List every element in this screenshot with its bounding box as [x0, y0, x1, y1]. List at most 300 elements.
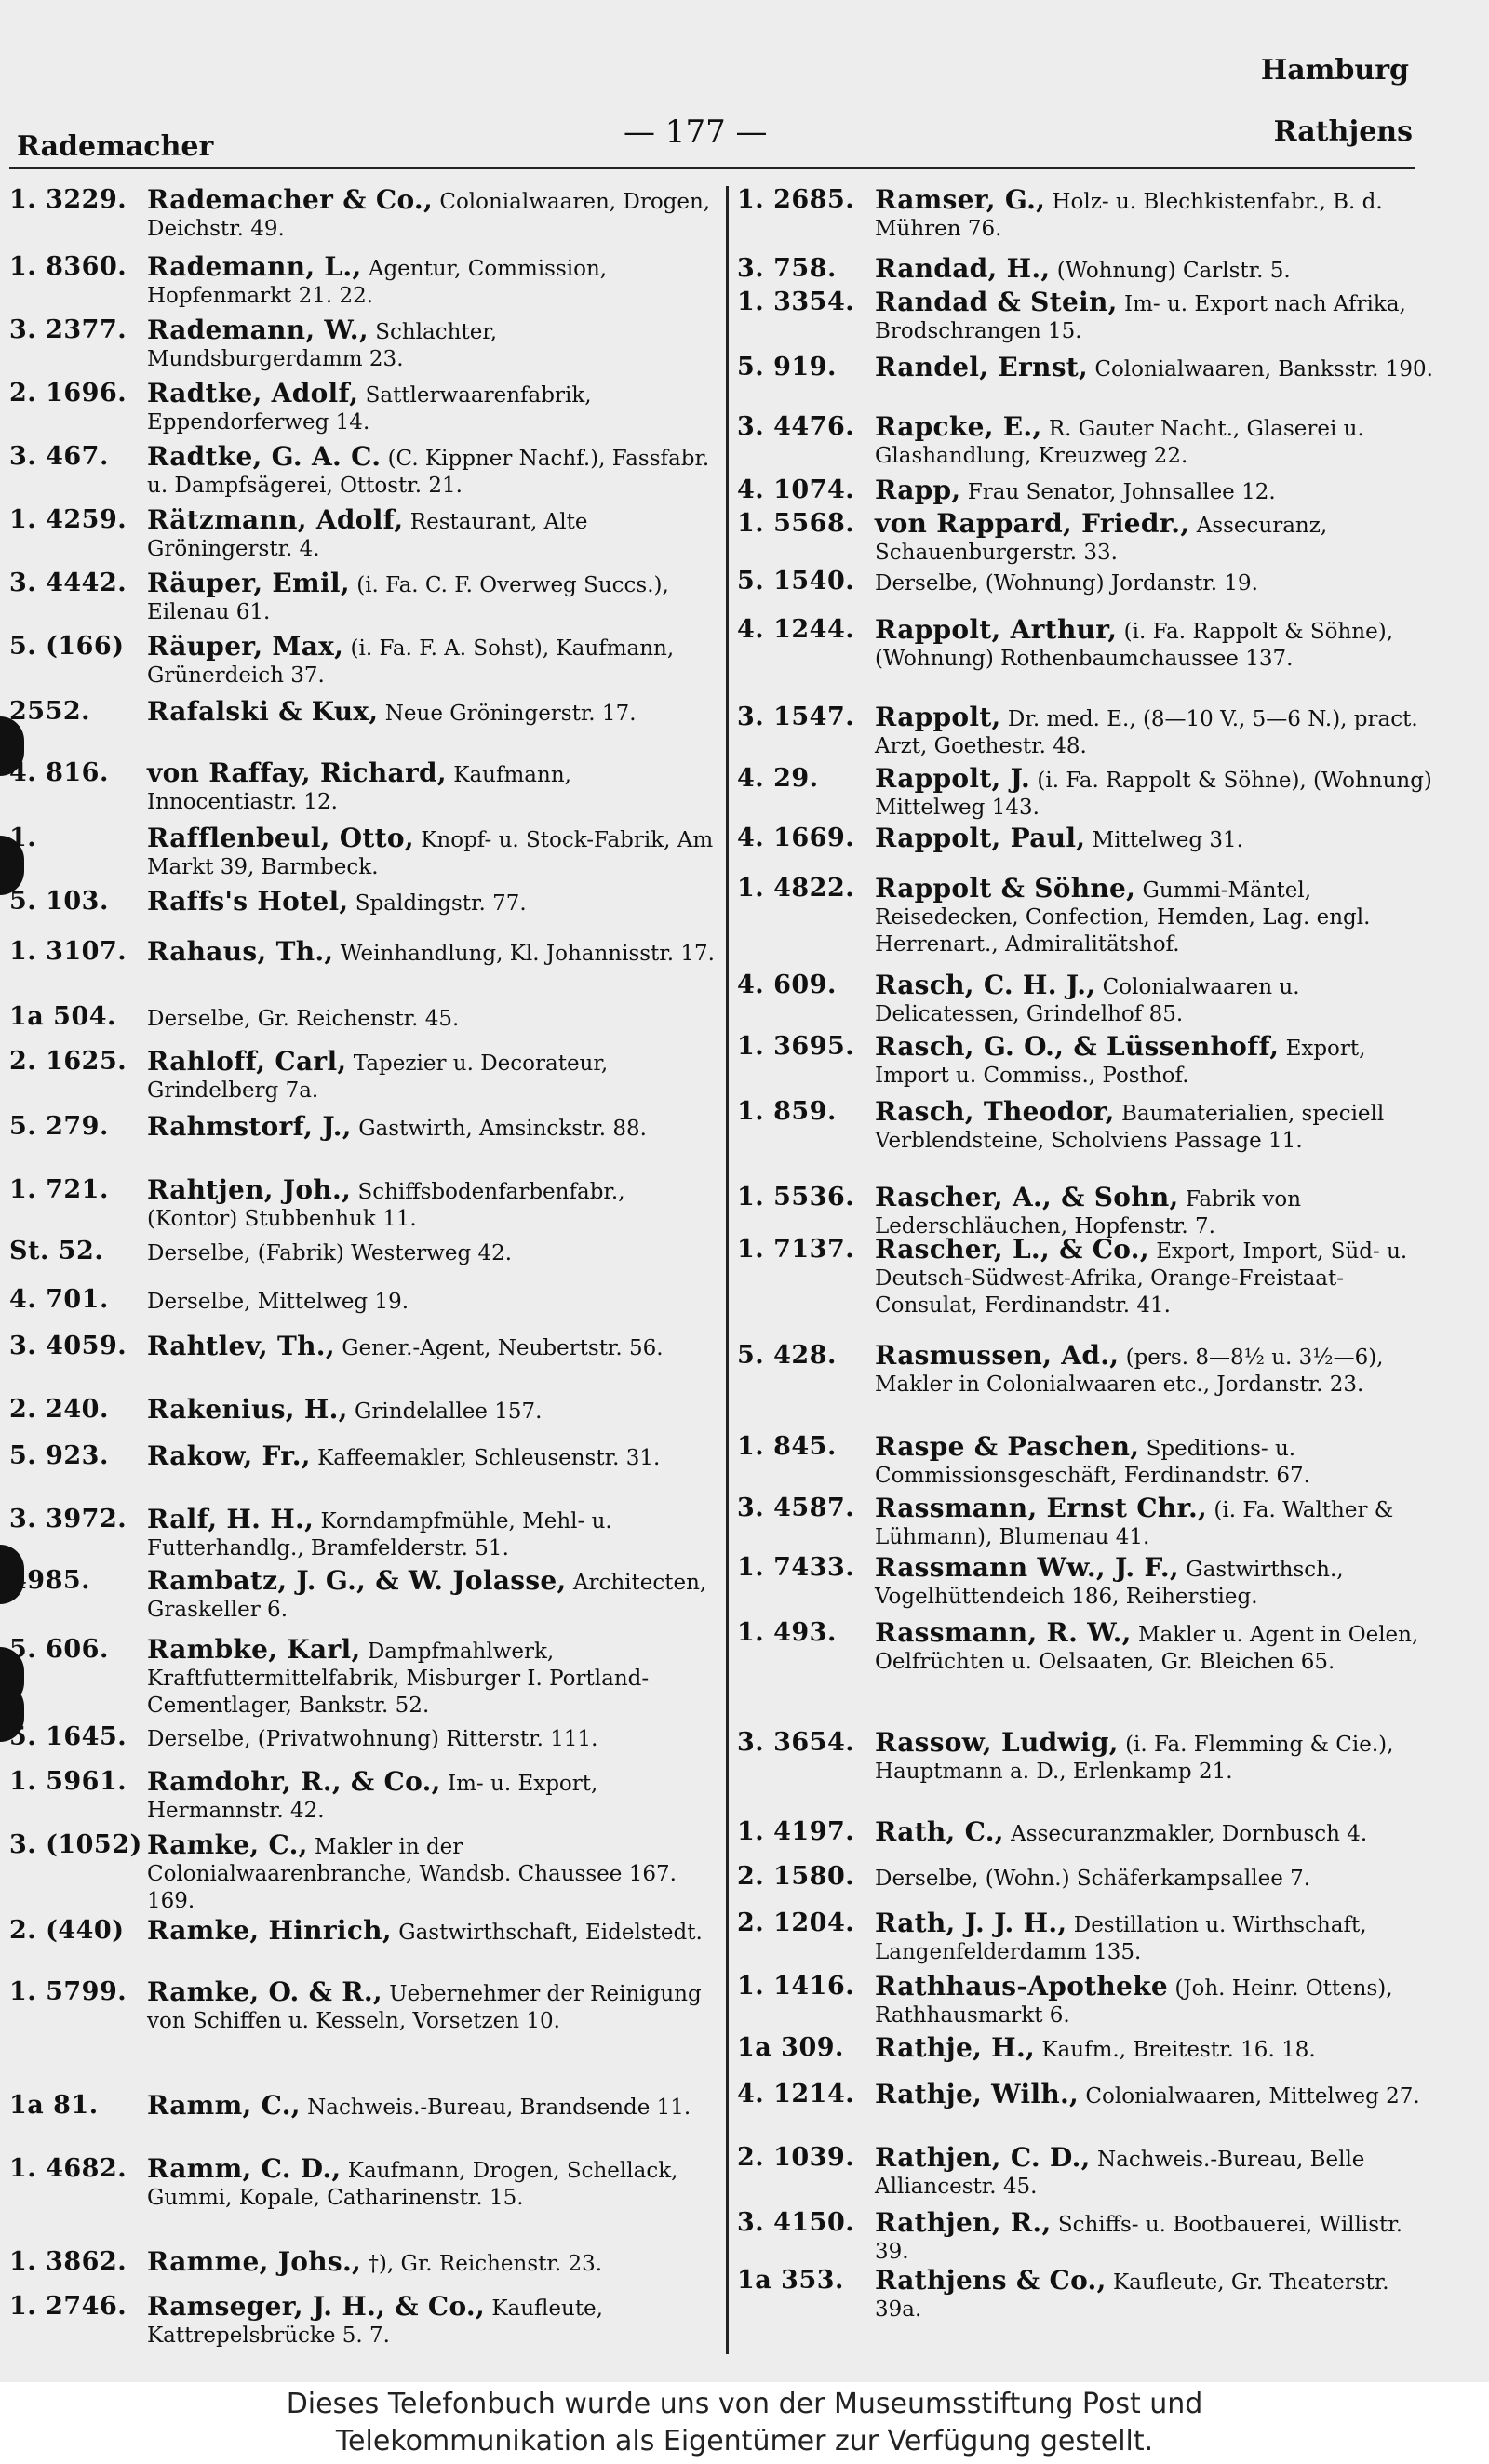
phone-number: 4. 609. [737, 971, 837, 999]
directory-entry [9, 1567, 717, 1624]
entry-text [147, 186, 717, 243]
subscriber-name: Rassmann, R. W., [875, 1617, 1132, 1648]
phone-number: 1. 7433. [737, 1553, 855, 1582]
entry-text [875, 1098, 1441, 1155]
phone-number: 1. 3695. [737, 1032, 855, 1061]
subscriber-details: Architecten, Graskeller 6. [147, 1571, 707, 1622]
footer-line-1: Dieses Telefonbuch wurde uns von der Museumsstiftung Post und [286, 2388, 1203, 2420]
subscriber-details: Gastwirthsch., Vogelhüttendeich 186, Reiherstieg. [875, 1558, 1344, 1609]
subscriber-name: Rademacher & Co., [147, 184, 434, 215]
phone-number: 5. 428. [737, 1341, 837, 1370]
entry-text [147, 759, 717, 816]
entry-text [875, 875, 1441, 958]
subscriber-details: (i. Fa. C. F. Overweg Succs.), Eilenau 61. [147, 573, 669, 624]
entry-text [147, 1723, 717, 1753]
subscriber-details: Im- u. Export, Hermannstr. 42. [147, 1772, 598, 1823]
phone-number: 1. 859. [737, 1097, 837, 1126]
phone-number: 1a 309. [737, 2033, 844, 2062]
phone-number: 5. 923. [9, 1441, 109, 1470]
subscriber-name: Rassmann Ww., J. F., [875, 1552, 1179, 1583]
subscriber-details: (i. Fa. Rappolt & Söhne), (Wohnung) Mittelweg 143. [875, 769, 1432, 820]
entry-text [875, 476, 1441, 506]
subscriber-name: Rassmann, Ernst Chr., [875, 1493, 1208, 1523]
entry-text [147, 633, 717, 690]
entry-text [147, 1567, 717, 1624]
footer-notice [0, 2382, 1489, 2464]
subscriber-details: Gastwirth, Amsinckstr. 88. [358, 1117, 647, 1141]
directory-entry [737, 1494, 1441, 1551]
phone-number: 5. (166) [9, 632, 125, 661]
entry-text [875, 1729, 1441, 1786]
subscriber-name: Ramser, G., [875, 184, 1046, 215]
subscriber-name: Ramke, C., [147, 1829, 308, 1860]
entry-text [147, 1286, 717, 1316]
subscriber-name: Radtke, Adolf, [147, 378, 359, 408]
phone-number: 2. (440) [9, 1916, 125, 1945]
phone-number: 4. 29. [737, 764, 819, 793]
subscriber-name: Rasmussen, Ad., [875, 1340, 1120, 1371]
phone-number: 4. 1214. [737, 2080, 855, 2109]
phone-number: 1a 353. [737, 2266, 844, 2295]
subscriber-details: (Joh. Heinr. Ottens), Rathhausmarkt 6. [875, 1976, 1393, 2028]
entry-text [147, 1048, 717, 1105]
column-divider [726, 186, 729, 2354]
subscriber-details: (Wohnung) Carlstr. 5. [1056, 259, 1291, 283]
entry-text [147, 2155, 717, 2212]
directory-entry [9, 759, 717, 816]
directory-entry [9, 1332, 717, 1362]
phone-number: 1. 845. [737, 1432, 837, 1461]
subscriber-details: Sattlerwaarenfabrik, Eppendorferweg 14. [147, 383, 592, 435]
directory-entry [9, 1978, 717, 2035]
phone-number: 2. 1580. [737, 1862, 855, 1891]
subscriber-name: Raffs's Hotel, [147, 886, 349, 917]
directory-entry [737, 2034, 1441, 2064]
subscriber-details: Tapezier u. Decorateur, Grindelberg 7a. [147, 1051, 609, 1103]
entry-text [875, 1554, 1441, 1611]
subscriber-name: Rathjen, C. D., [875, 2142, 1091, 2173]
entry-text [875, 616, 1441, 673]
directory-entry [737, 568, 1441, 597]
entry-text [147, 2293, 717, 2350]
subscriber-details: Colonialwaaren, Mittelweg 27. [1085, 2084, 1420, 2109]
entry-text [147, 2092, 717, 2122]
phone-number: 1a 504. [9, 1002, 116, 1031]
subscriber-name: Rafflenbeul, Otto, [147, 823, 414, 853]
subscriber-details: Nachweis.-Bureau, Belle Alliancestr. 45. [875, 2148, 1365, 2199]
phone-number: 1. 5568. [737, 509, 855, 538]
entry-text [875, 288, 1441, 345]
subscriber-name: Rambke, Karl, [147, 1634, 361, 1665]
subscriber-details: Speditions- u. Commissionsgeschäft, Ferdinandstr. 67. [875, 1437, 1310, 1488]
phone-number: 1. 7137. [737, 1235, 855, 1264]
subscriber-details: Grindelallee 157. [355, 1399, 543, 1424]
subscriber-name: Rappolt, Arthur, [875, 614, 1118, 645]
entry-text [147, 569, 717, 626]
subscriber-name: Rasch, C. H. J., [875, 970, 1096, 1000]
entry-text [875, 2267, 1441, 2323]
directory-entry [9, 1048, 717, 1105]
directory-entry [9, 1176, 717, 1233]
subscriber-name: Rahaus, Th., [147, 936, 334, 967]
directory-entry [737, 510, 1441, 567]
entry-text [147, 1396, 717, 1426]
phone-number: 1. 4822. [737, 874, 855, 903]
directory-entry [737, 1433, 1441, 1490]
subscriber-details: Export, Import, Süd- u. Deutsch-Südwest-Afrika, Orange-Freistaat-Consulat, Ferdinandstr. 41. [875, 1239, 1408, 1318]
entry-text [147, 1831, 717, 1915]
directory-entry [9, 1917, 717, 1947]
subscriber-details: Korndampfmühle, Mehl- u. Futterhandlg., Bramfelderstr. 51. [147, 1509, 612, 1560]
subscriber-details: Uebernehmer der Reinigung von Schiffen u. Kesseln, Vorsetzen 10. [147, 1982, 702, 2033]
phone-number: 5. 1645. [9, 1722, 127, 1751]
entry-text [875, 971, 1441, 1028]
phone-number: 1a 81. [9, 2091, 99, 2120]
subscriber-details: †), Gr. Reichenstr. 23. [368, 2252, 603, 2276]
subscriber-details: Baumaterialien, speciell Verblendsteine, Scholviens Passage 11. [875, 1102, 1385, 1153]
phone-number: 4. 701. [9, 1285, 109, 1314]
subscriber-details: Derselbe, (Wohn.) Schäferkampsallee 7. [875, 1867, 1311, 1891]
directory-entry [9, 2248, 717, 2278]
entry-text [875, 186, 1441, 243]
subscriber-details: (C. Kippner Nachf.), Fassfabr. u. Dampfsägerei, Ottostr. 21. [147, 447, 710, 498]
entry-text [147, 888, 717, 917]
directory-entry [9, 1831, 717, 1915]
subscriber-name: Rahloff, Carl, [147, 1046, 347, 1077]
subscriber-name: Rademann, L., [147, 251, 362, 282]
subscriber-name: Randad & Stein, [875, 287, 1118, 317]
directory-entry [737, 288, 1441, 345]
subscriber-details: Makler in der Colonialwaarenbranche, Wandsb. Chaussee 167. 169. [147, 1835, 677, 1913]
entry-text [147, 253, 717, 310]
subscriber-details: Gener.-Agent, Neubertstr. 56. [342, 1336, 664, 1360]
entry-text [875, 1433, 1441, 1490]
directory-entry [737, 703, 1441, 760]
directory-entry [737, 765, 1441, 822]
subscriber-name: Rafalski & Kux, [147, 696, 379, 727]
phone-number: 1. 5961. [9, 1767, 127, 1796]
subscriber-name: Rathhaus-Apotheke [875, 1971, 1168, 2002]
directory-entry [9, 186, 717, 243]
subscriber-name: Rakow, Fr., [147, 1440, 311, 1471]
subscriber-name: Rathjens & Co., [875, 2265, 1107, 2296]
directory-entry [9, 1768, 717, 1825]
phone-number: 1. 8360. [9, 252, 127, 281]
phone-number: 5. 279. [9, 1112, 109, 1141]
directory-entry [737, 2209, 1441, 2266]
phone-number: 3. 3972. [9, 1505, 127, 1533]
directory-entry [737, 1033, 1441, 1090]
subscriber-details: (i. Fa. Walther & Lühmann), Blumenau 41. [875, 1498, 1394, 1549]
directory-entry [737, 875, 1441, 958]
phone-number: 4. 816. [9, 758, 109, 787]
subscriber-name: Ramke, Hinrich, [147, 1915, 392, 1946]
phone-number: 1. 2685. [737, 185, 855, 214]
entry-text [875, 1909, 1441, 1966]
directory-entry [737, 1184, 1441, 1240]
directory-entry [9, 569, 717, 626]
subscriber-name: Raspe & Paschen, [875, 1431, 1140, 1462]
directory-entry [9, 1396, 717, 1426]
subscriber-name: Rathje, H., [875, 2032, 1036, 2063]
entry-text [147, 698, 717, 728]
subscriber-details: Makler u. Agent in Oelen, Oelfrüchten u. Oelsaaten, Gr. Bleichen 65. [875, 1623, 1419, 1674]
phone-number: 1. 3229. [9, 185, 127, 214]
subscriber-name: Rahtjen, Joh., [147, 1174, 352, 1205]
directory-entry [9, 2293, 717, 2350]
subscriber-name: Rappolt & Söhne, [875, 873, 1136, 904]
subscriber-details: (i. Fa. Rappolt & Söhne), (Wohnung) Rothenbaumchaussee 137. [875, 620, 1394, 671]
entry-text [147, 1332, 717, 1362]
entry-text [875, 510, 1441, 567]
subscriber-name: Ramke, O. & R., [147, 1976, 382, 2007]
entry-text [147, 1442, 717, 1472]
directory-entry [9, 633, 717, 690]
directory-entry [737, 1554, 1441, 1611]
directory-entry [737, 476, 1441, 506]
phone-number: 4. 1244. [737, 615, 855, 644]
subscriber-name: Rathje, Wilh., [875, 2079, 1080, 2109]
entry-text [875, 2081, 1441, 2110]
entry-text [875, 1342, 1441, 1399]
phone-number: 1. 1416. [737, 1972, 855, 2001]
directory-entry [9, 1113, 717, 1143]
directory-entry [9, 1636, 717, 1720]
phone-number: 5. 103. [9, 887, 109, 916]
entry-text [147, 1636, 717, 1720]
phone-number: 2552. [9, 697, 91, 726]
entry-text [875, 1818, 1441, 1848]
entry-text [875, 2209, 1441, 2266]
subscriber-name: Räuper, Emil, [147, 568, 350, 598]
phone-number: 3. 1547. [737, 703, 855, 731]
subscriber-name: Rappolt, Paul, [875, 823, 1086, 853]
header-rule [9, 167, 1415, 169]
subscriber-name: Rascher, L., & Co., [875, 1234, 1149, 1265]
entry-text [147, 1917, 717, 1947]
subscriber-details: Assecuranz, Schauenburgerstr. 33. [875, 514, 1328, 565]
phone-number: 4985. [9, 1566, 91, 1595]
subscriber-details: Colonialwaaren u. Delicatessen, Grindelhof 85. [875, 975, 1300, 1026]
entry-text [875, 354, 1441, 383]
phone-number: 5. 606. [9, 1635, 109, 1664]
subscriber-details: Weinhandlung, Kl. Johannisstr. 17. [340, 942, 715, 966]
entry-text [875, 1494, 1441, 1551]
directory-entry [737, 1729, 1441, 1786]
subscriber-name: Ralf, H. H., [147, 1504, 315, 1534]
subscriber-details: Spaldingstr. 77. [355, 891, 527, 916]
phone-number: 1. 3862. [9, 2247, 127, 2276]
subscriber-details: Kaffeemakler, Schleusenstr. 31. [317, 1446, 661, 1470]
subscriber-details: Gummi-Mäntel, Reisedecken, Confection, Hemden, Lag. engl. Herrenart., Admiralitätshof. [875, 878, 1371, 957]
subscriber-details: Kaufleute, Gr. Theaterstr. 39a. [875, 2270, 1389, 2322]
directory-entry [737, 413, 1441, 470]
directory-entry [9, 1442, 717, 1472]
phone-number: 1. 4197. [737, 1817, 855, 1846]
subscriber-details: Destillation u. Wirthschaft, Langenfelderdamm 135. [875, 1913, 1367, 1964]
subscriber-name: Ramseger, J. H., & Co., [147, 2291, 486, 2322]
subscriber-name: Rahmstorf, J., [147, 1111, 352, 1142]
entry-text [875, 1619, 1441, 1676]
subscriber-name: Ramme, Johs., [147, 2246, 362, 2277]
entry-text [147, 1506, 717, 1562]
subscriber-name: Ramm, C. D., [147, 2153, 342, 2184]
directory-entry [9, 698, 717, 728]
subscriber-name: von Raffay, Richard, [147, 757, 447, 788]
entry-text [147, 443, 717, 500]
subscriber-details: Schiffsbodenfarbenfabr., (Kontor) Stubbenhuk 11. [147, 1180, 625, 1231]
subscriber-details: Holz- u. Blechkistenfabr., B. d. Mühren 76. [875, 190, 1383, 241]
subscriber-details: Schlachter, Mundsburgerdamm 23. [147, 320, 498, 371]
directory-entry [9, 1723, 717, 1753]
directory-entry [737, 971, 1441, 1028]
subscriber-name: Rahtlev, Th., [147, 1331, 335, 1361]
phone-number: 1. 3354. [737, 288, 855, 316]
subscriber-name: Rätzmann, Adolf, [147, 504, 404, 535]
phone-number: 2. 1204. [737, 1908, 855, 1937]
subscriber-details: Dampfmahlwerk, Kraftfuttermittelfabrik, Misburger I. Portland-Cementlager, Bankstr. 52. [147, 1640, 650, 1718]
phone-number: 3. 2377. [9, 315, 127, 344]
subscriber-details: Export, Import u. Commiss., Posthof. [875, 1037, 1366, 1088]
subscriber-details: Kaufleute, Kattrepelsbrücke 5. 7. [147, 2297, 603, 2348]
directory-entry [9, 2155, 717, 2212]
entry-text [147, 1003, 717, 1033]
running-head-city: Hamburg [1260, 54, 1409, 87]
subscriber-details: Assecuranzmakler, Dornbusch 4. [1011, 1822, 1368, 1846]
directory-entry [737, 824, 1441, 854]
subscriber-details: Schiffs- u. Bootbauerei, Willistr. 39. [875, 2213, 1403, 2264]
directory-entry [9, 253, 717, 310]
subscriber-details: Agentur, Commission, Hopfenmarkt 21. 22. [147, 257, 608, 308]
subscriber-details: Derselbe, (Fabrik) Westerweg 42. [147, 1241, 513, 1265]
directory-entry [9, 1003, 717, 1033]
directory-entry [737, 1342, 1441, 1399]
entry-text [875, 1236, 1441, 1319]
subscriber-details: (i. Fa. F. A. Sohst), Kaufmann, Grünerdeich 37. [147, 636, 675, 688]
subscriber-name: Räuper, Max, [147, 631, 344, 662]
entry-text [875, 2034, 1441, 2064]
directory-entry [737, 2144, 1441, 2201]
entry-text [875, 824, 1441, 854]
phone-number: 1. 4259. [9, 505, 127, 534]
entry-text [147, 380, 717, 436]
directory-entry [9, 824, 717, 881]
phone-number: 2. 1696. [9, 379, 127, 408]
phone-number: 4. 1669. [737, 824, 855, 852]
phone-number: 5. 1540. [737, 567, 855, 596]
subscriber-details: Derselbe, Gr. Reichenstr. 45. [147, 1007, 460, 1031]
directory-entry [9, 380, 717, 436]
subscriber-name: Randel, Ernst, [875, 352, 1089, 382]
directory-entry [737, 1098, 1441, 1155]
directory-entry [9, 1238, 717, 1267]
entry-text [875, 413, 1441, 470]
phone-number: 2. 1625. [9, 1047, 127, 1076]
phone-number: 1. [9, 824, 37, 852]
subscriber-name: Rakenius, H., [147, 1394, 348, 1425]
entry-text [147, 824, 717, 881]
footer-line-2: Telekommunikation als Eigentümer zur Verfügung gestellt. [335, 2425, 1154, 2457]
phone-number: 1. 721. [9, 1175, 109, 1204]
subscriber-details: Kaufm., Breitestr. 16. 18. [1041, 2038, 1316, 2062]
subscriber-details: Neue Gröningerstr. 17. [384, 702, 637, 726]
subscriber-details: R. Gauter Nacht., Glaserei u. Glashandlung, Kreuzweg 22. [875, 417, 1364, 468]
subscriber-name: Radtke, G. A. C. [147, 441, 382, 472]
directory-entry [9, 1286, 717, 1316]
entry-text [875, 765, 1441, 822]
phone-number: 3. 467. [9, 442, 109, 471]
subscriber-name: Rath, C., [875, 1816, 1004, 1847]
directory-entry [737, 354, 1441, 383]
phone-number: 5. 919. [737, 353, 837, 382]
directory-entry [9, 2092, 717, 2122]
subscriber-name: Ramm, C., [147, 2090, 301, 2121]
phone-number: 3. 4150. [737, 2208, 855, 2237]
subscriber-name: von Rappard, Friedr., [875, 508, 1190, 539]
phone-number: 1. 493. [737, 1618, 837, 1647]
phone-number: 1. 2746. [9, 2292, 127, 2321]
subscriber-name: Rasch, G. O., & Lüssenhoff, [875, 1031, 1280, 1062]
subscriber-name: Rascher, A., & Sohn, [875, 1182, 1179, 1212]
directory-entry [737, 1973, 1441, 2029]
subscriber-details: Kaufmann, Innocentiastr. 12. [147, 763, 571, 814]
subscriber-name: Randad, H., [875, 253, 1051, 284]
entry-text [875, 568, 1441, 597]
subscriber-name: Rath, J. J. H., [875, 1908, 1067, 1938]
entry-text [147, 1238, 717, 1267]
entry-text [147, 2248, 717, 2278]
directory-entry [9, 1506, 717, 1562]
directory-entry [737, 2081, 1441, 2110]
phone-number: 2. 240. [9, 1395, 109, 1424]
directory-entry [737, 616, 1441, 673]
subscriber-name: Rambatz, J. G., & W. Jolasse, [147, 1565, 567, 1596]
directory-entry [737, 1909, 1441, 1966]
entry-text [147, 938, 717, 968]
phone-number: St. 52. [9, 1237, 104, 1265]
subscriber-details: (i. Fa. Flemming & Cie.), Hauptmann a. D., Erlenkamp 21. [875, 1733, 1394, 1784]
entry-text [147, 1176, 717, 1233]
entry-text [147, 1978, 717, 2035]
subscriber-details: Dr. med. E., (8—10 V., 5—6 N.), pract. Arzt, Goethestr. 48. [875, 707, 1418, 758]
directory-entry [737, 1863, 1441, 1893]
subscriber-details: Fabrik von Lederschläuchen, Hopfenstr. 7. [875, 1187, 1302, 1239]
phone-number: 3. 4442. [9, 569, 127, 597]
phone-number: 3. 4059. [9, 1332, 127, 1360]
entry-text [147, 506, 717, 563]
directory-entry [9, 938, 717, 968]
phone-number: 3. 3654. [737, 1728, 855, 1757]
running-head-right: Rathjens [1273, 115, 1413, 148]
phone-number: 3. 4587. [737, 1493, 855, 1522]
phone-number: 3. (1052) [9, 1830, 142, 1859]
phone-number: 1. 5536. [737, 1183, 855, 1212]
subscriber-name: Rapcke, E., [875, 411, 1042, 442]
subscriber-name: Rathjen, R., [875, 2207, 1052, 2238]
entry-text [147, 1768, 717, 1825]
directory-entry [9, 443, 717, 500]
subscriber-details: Derselbe, (Wohnung) Jordanstr. 19. [875, 571, 1258, 596]
directory-entry [9, 316, 717, 373]
directory-entry [9, 506, 717, 563]
entry-text [875, 255, 1441, 285]
subscriber-name: Rademann, W., [147, 315, 369, 345]
phone-number: 4. 1074. [737, 475, 855, 504]
subscriber-name: Rasch, Theodor, [875, 1096, 1115, 1127]
entry-text [147, 316, 717, 373]
phone-number: 3. 758. [737, 254, 837, 283]
entry-text [875, 703, 1441, 760]
